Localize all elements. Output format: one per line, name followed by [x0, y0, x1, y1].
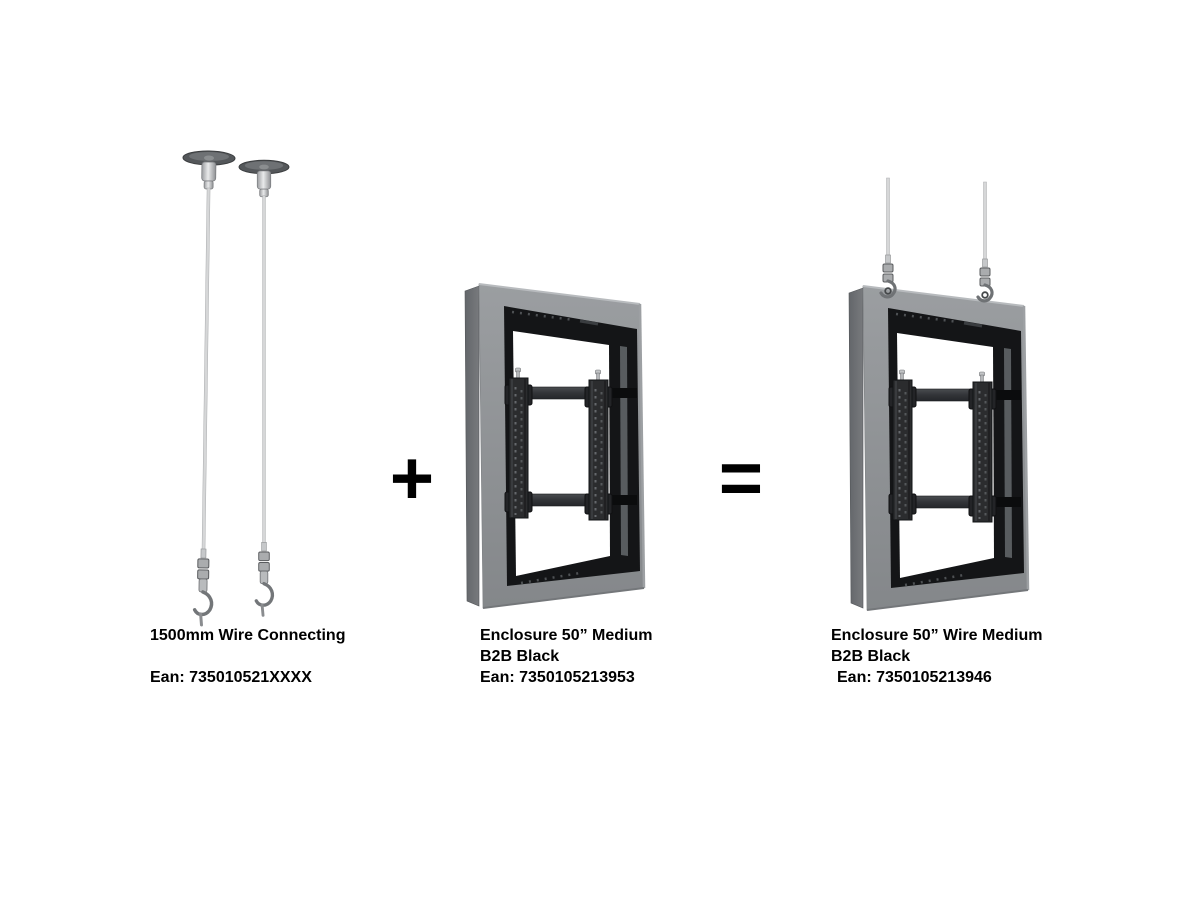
- product-name: Enclosure 50” Medium: [480, 627, 653, 644]
- caption-enclosure-medium: [480, 625, 653, 688]
- product-ean: Ean: 7350105213953: [480, 669, 635, 686]
- caption-wire-kit: [150, 625, 345, 688]
- suspension-wire-right: [978, 182, 992, 301]
- product-name: Enclosure 50” Wire Medium: [831, 627, 1043, 644]
- wire-hanger-1: [176, 151, 235, 626]
- caption-enclosure-wire-medium: [831, 625, 1042, 688]
- plus-operator: +: [389, 436, 435, 521]
- suspension-wires: [881, 178, 992, 301]
- product-name-line2: B2B Black: [480, 648, 560, 665]
- equals-operator: =: [718, 436, 764, 521]
- enclosure-wire-medium-graphic: [849, 286, 1028, 610]
- product-name-line2: B2B Black: [831, 648, 911, 665]
- product-ean: Ean: 7350105213946: [837, 669, 992, 686]
- enclosure-medium-graphic: [465, 284, 644, 608]
- suspension-wire-left: [881, 178, 895, 297]
- product-ean: Ean: 735010521XXXX: [150, 669, 312, 686]
- wire-kit-graphic: [176, 151, 288, 626]
- wire-hanger-2: [239, 160, 289, 615]
- product-name-line2: [150, 646, 345, 667]
- product-name: 1500mm Wire Connecting: [150, 627, 346, 644]
